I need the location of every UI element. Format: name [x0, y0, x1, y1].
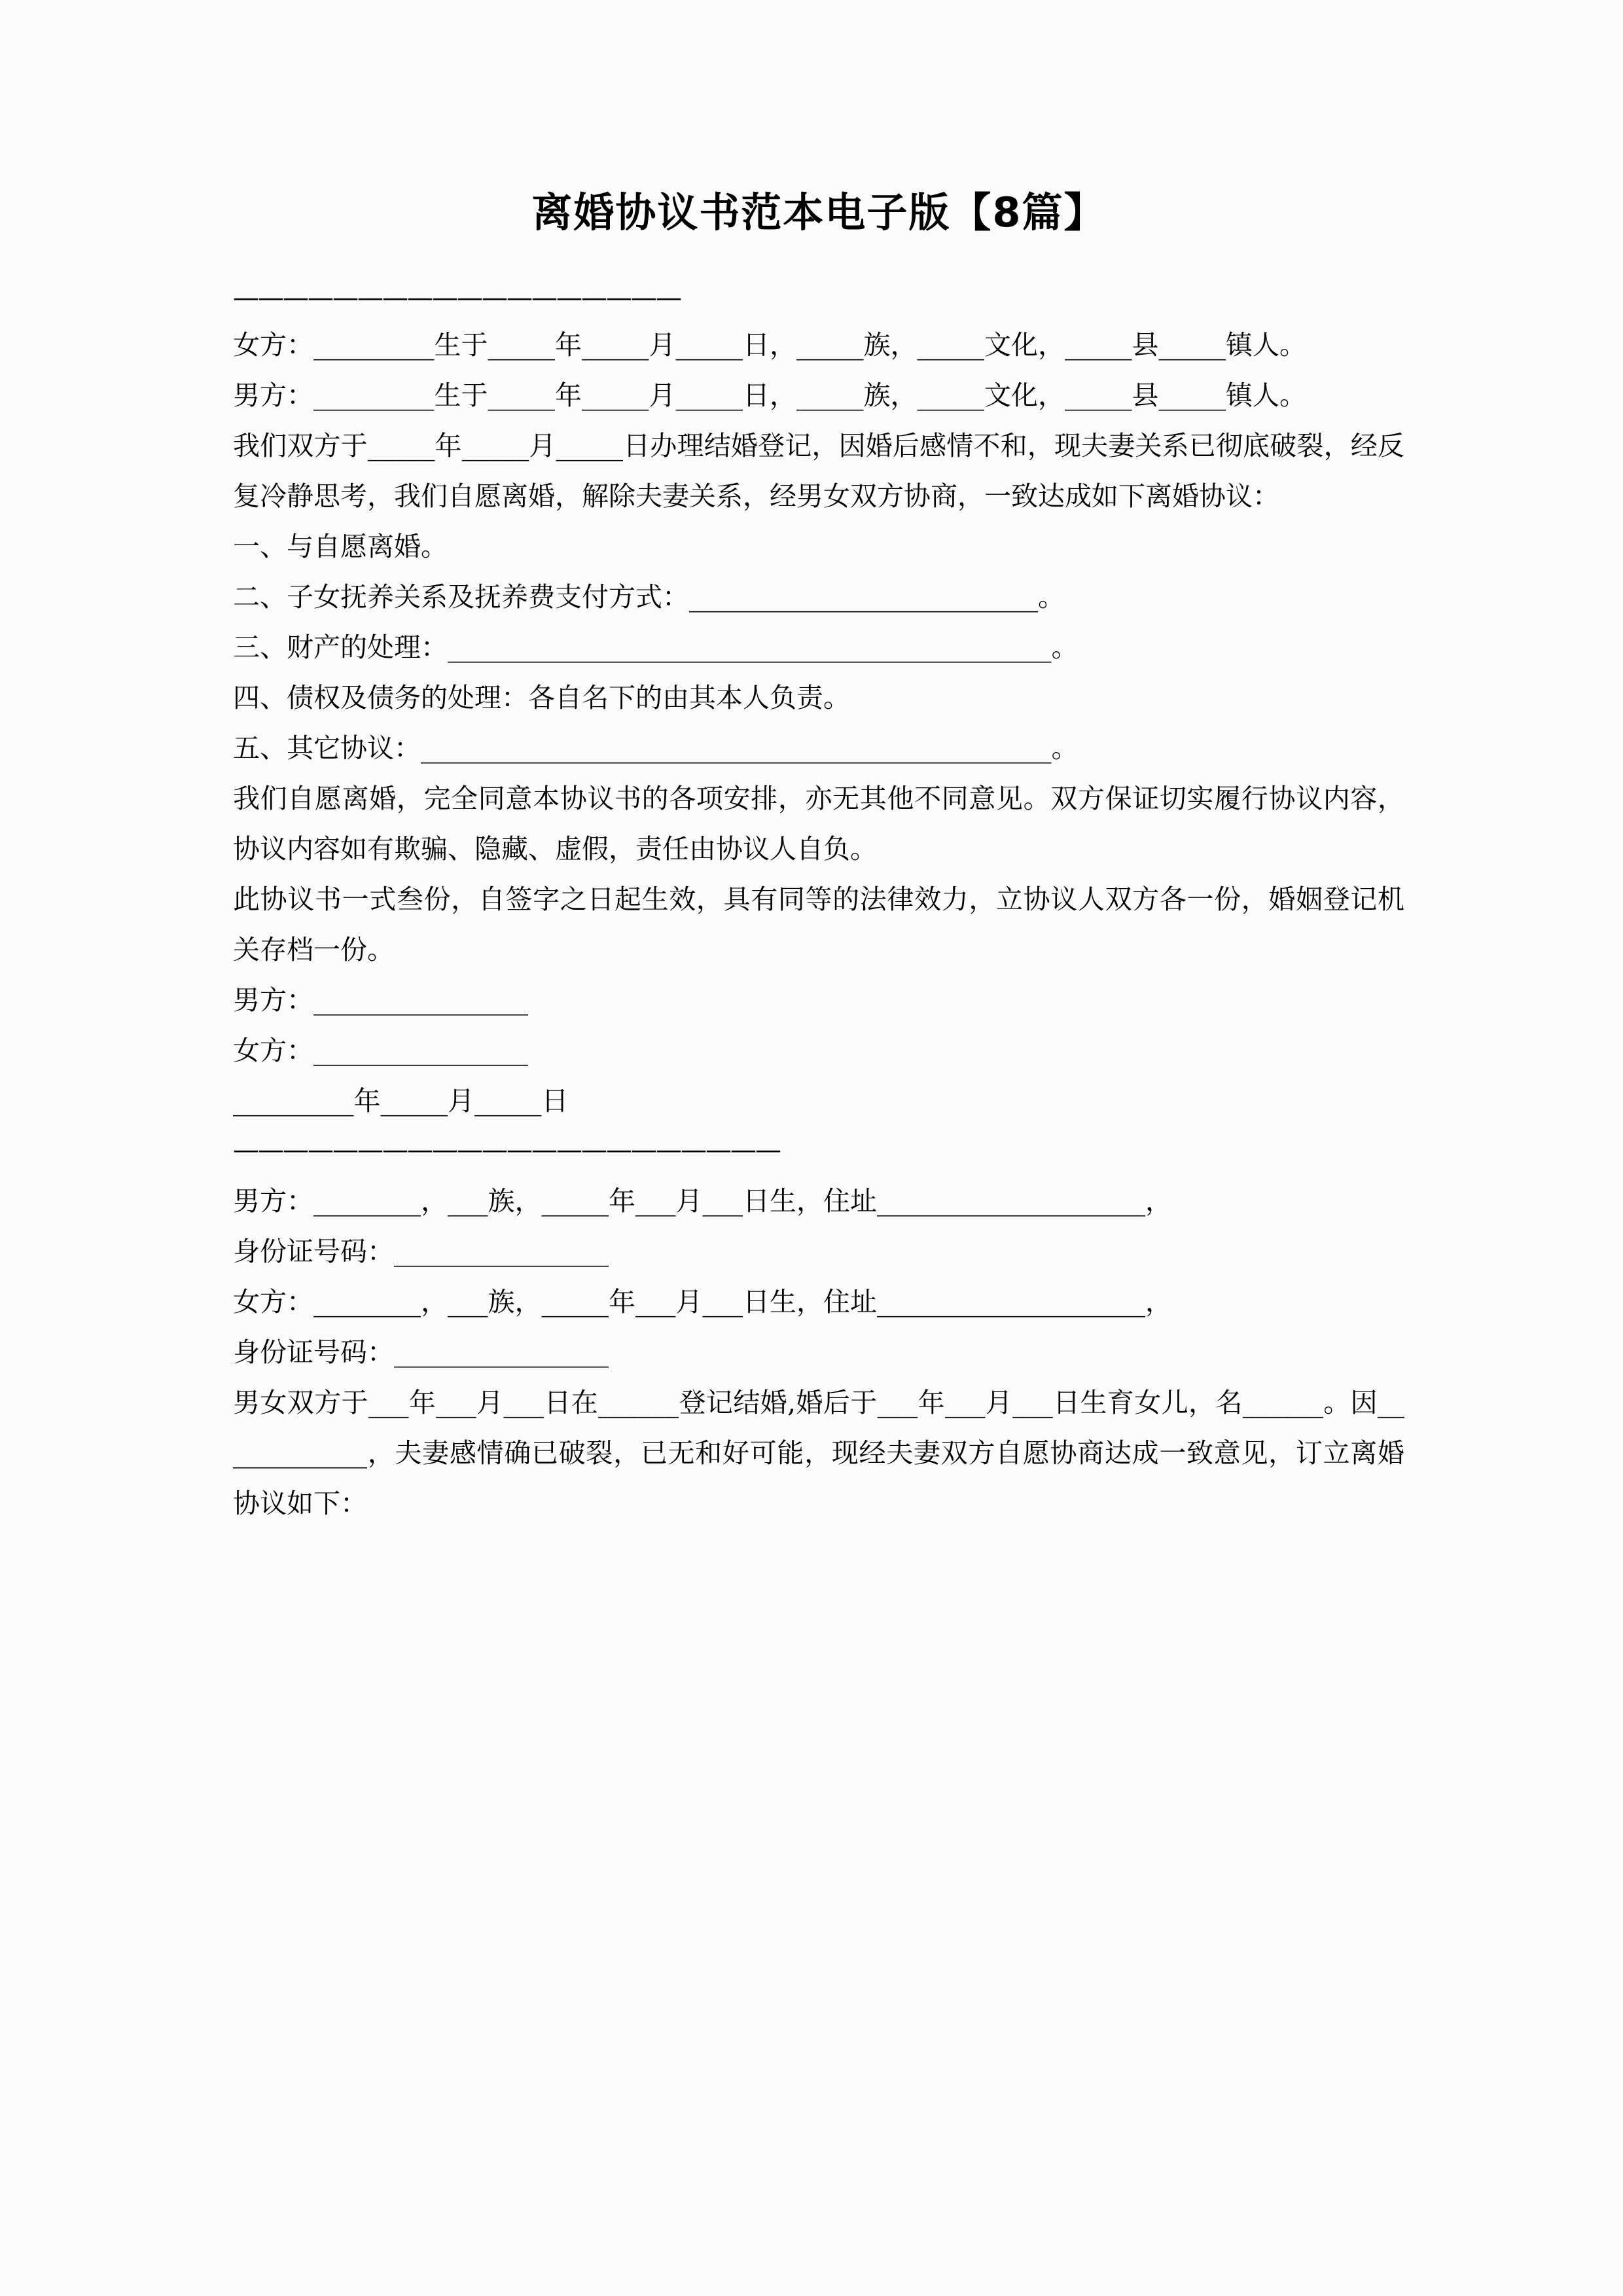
- section2-background-paragraph: 男女双方于___年___月___日在______登记结婚,婚后于___年___月___日生育女儿，名______。因____________，夫妻感情确已破裂，已无和好可能，现经夫妻双方自愿协商达成一致意见，订立离婚协议如下：: [233, 1387, 1404, 1520]
- section2-female-id-line: 身份证号码：________________: [233, 1336, 609, 1369]
- clause-item-5: 五、其它协议：_______________________________________________。: [233, 732, 1079, 764]
- clause-item-2: 二、子女抚养关系及抚养费支付方式：__________________________。: [233, 581, 1065, 613]
- female-party-line: 女方：_________生于_____年_____月_____日，_____族，_____文化，_____县_____镇人。: [233, 329, 1306, 361]
- clause-item-4: 四、债权及债务的处理：各自名下的由其本人负责。: [233, 682, 850, 714]
- signature-line-male: 男方：________________: [233, 984, 528, 1016]
- signature-date-line: _________年_____月_____日: [233, 1085, 569, 1117]
- clause-item-1: 一、与自愿离婚。: [233, 531, 448, 563]
- section2-female-party-line: 女方：________，___族，_____年___月___日生，住址____________________，: [233, 1286, 1172, 1318]
- clause-item-3: 三、财产的处理：_____________________________________________。: [233, 632, 1079, 664]
- section2-male-party-line: 男方：________，___族，_____年___月___日生，住址____________________，: [233, 1185, 1172, 1217]
- signature-line-female: 女方：________________: [233, 1035, 528, 1067]
- voluntary-divorce-paragraph: 我们自愿离婚，完全同意本协议书的各项安排，亦无其他不同意见。双方保证切实履行协议内容，协议内容如有欺骗、隐藏、虚假，责任由协议人自负。: [233, 783, 1404, 865]
- page-title: 离婚协议书范本电子版【8篇】: [531, 188, 1106, 236]
- copies-validity-paragraph: 此协议书一式叁份，自签字之日起生效，具有同等的法律效力，立协议人双方各一份，婚姻登记机关存档一份。: [233, 884, 1404, 966]
- section-divider-top: ——————————————————: [233, 285, 681, 314]
- male-party-line: 男方：_________生于_____年_____月_____日，_____族，_____文化，_____县_____镇人。: [233, 380, 1306, 412]
- marriage-registration-paragraph: 我们双方于_____年_____月_____日办理结婚登记，因婚后感情不和，现夫妻关系已彻底破裂，经反复冷静思考，我们自愿离婚，解除夫妻关系，经男女双方协商，一致达成如下离婚协议：: [233, 430, 1404, 512]
- section2-male-id-line: 身份证号码：________________: [233, 1236, 609, 1268]
- section-divider-middle: ——————————————————————: [233, 1137, 780, 1166]
- document-content: [233, 0, 1404, 1529]
